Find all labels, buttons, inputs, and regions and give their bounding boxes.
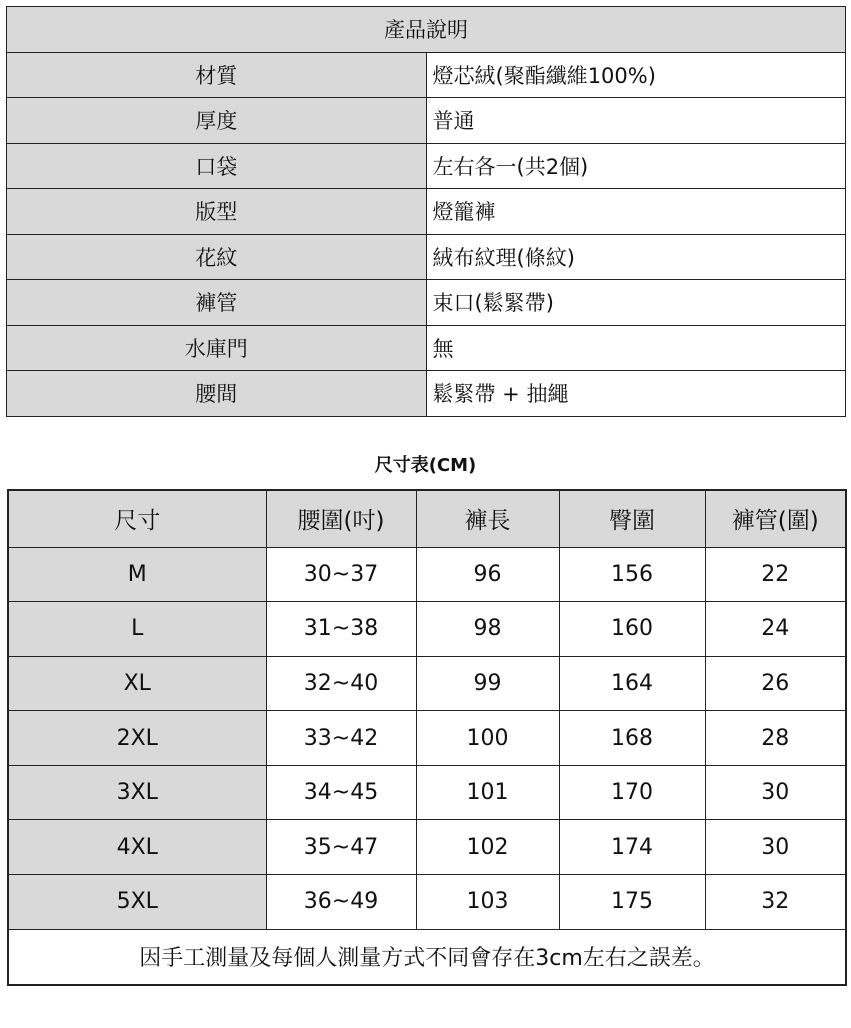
row-value: 鬆緊帶 + 抽繩: [426, 371, 846, 417]
length-cell: 103: [416, 875, 559, 930]
hem-cell: 30: [705, 820, 846, 875]
hem-cell: 24: [705, 602, 846, 657]
size-cell: L: [8, 602, 266, 657]
hip-cell: 164: [559, 656, 705, 711]
size-chart-table: [7, 489, 847, 986]
row-value: 束口(鬆緊帶): [426, 280, 846, 326]
hip-cell: 168: [559, 711, 705, 766]
row-label: 水庫門: [7, 325, 427, 371]
product-title-row: [7, 7, 846, 53]
row-label: 材質: [7, 52, 427, 98]
hem-cell: 22: [705, 547, 846, 602]
product-title: 產品說明: [7, 7, 846, 53]
size-cell: 5XL: [8, 875, 266, 930]
row-value: 左右各一(共2個): [426, 143, 846, 189]
header-waist: 腰圍(吋): [266, 490, 416, 547]
table-row: [8, 602, 846, 657]
size-cell: 3XL: [8, 765, 266, 820]
hem-cell: 32: [705, 875, 846, 930]
length-cell: 102: [416, 820, 559, 875]
row-label: 腰間: [7, 371, 427, 417]
table-row: [8, 765, 846, 820]
length-cell: 99: [416, 656, 559, 711]
waist-cell: 35~47: [266, 820, 416, 875]
product-description-table: [6, 6, 846, 417]
hip-cell: 170: [559, 765, 705, 820]
size-cell: M: [8, 547, 266, 602]
product-row-fit: [7, 189, 846, 235]
row-value: 燈芯絨(聚酯纖維100%): [426, 52, 846, 98]
length-cell: 101: [416, 765, 559, 820]
row-label: 口袋: [7, 143, 427, 189]
length-cell: 98: [416, 602, 559, 657]
table-row: [8, 711, 846, 766]
product-row-hem: [7, 280, 846, 326]
row-label: 褲管: [7, 280, 427, 326]
row-label: 花紋: [7, 234, 427, 280]
header-hem: 褲管(圍): [705, 490, 846, 547]
table-row: [8, 875, 846, 930]
hem-cell: 26: [705, 656, 846, 711]
row-value: 普通: [426, 98, 846, 144]
measurement-note: 因手工測量及每個人測量方式不同會存在3cm左右之誤差。: [8, 929, 846, 985]
hip-cell: 156: [559, 547, 705, 602]
table-row: [8, 656, 846, 711]
table-row: [8, 820, 846, 875]
hip-cell: 174: [559, 820, 705, 875]
row-label: 厚度: [7, 98, 427, 144]
row-value: 無: [426, 325, 846, 371]
product-row-thickness: [7, 98, 846, 144]
product-row-pattern: [7, 234, 846, 280]
header-size: 尺寸: [8, 490, 266, 547]
length-cell: 100: [416, 711, 559, 766]
note-row: [8, 929, 846, 985]
table-row: [8, 547, 846, 602]
product-row-waist: [7, 371, 846, 417]
product-row-pocket: [7, 143, 846, 189]
row-value: 絨布紋理(條紋): [426, 234, 846, 280]
size-cell: 4XL: [8, 820, 266, 875]
waist-cell: 31~38: [266, 602, 416, 657]
length-cell: 96: [416, 547, 559, 602]
size-header-row: [8, 490, 846, 547]
size-chart-title: 尺寸表(CM): [374, 455, 477, 476]
waist-cell: 34~45: [266, 765, 416, 820]
hip-cell: 175: [559, 875, 705, 930]
size-cell: XL: [8, 656, 266, 711]
waist-cell: 33~42: [266, 711, 416, 766]
product-row-fly: [7, 325, 846, 371]
size-cell: 2XL: [8, 711, 266, 766]
waist-cell: 32~40: [266, 656, 416, 711]
hem-cell: 28: [705, 711, 846, 766]
waist-cell: 30~37: [266, 547, 416, 602]
hip-cell: 160: [559, 602, 705, 657]
row-label: 版型: [7, 189, 427, 235]
row-value: 燈籠褲: [426, 189, 846, 235]
header-hip: 臀圍: [559, 490, 705, 547]
product-row-material: [7, 52, 846, 98]
waist-cell: 36~49: [266, 875, 416, 930]
header-length: 褲長: [416, 490, 559, 547]
hem-cell: 30: [705, 765, 846, 820]
